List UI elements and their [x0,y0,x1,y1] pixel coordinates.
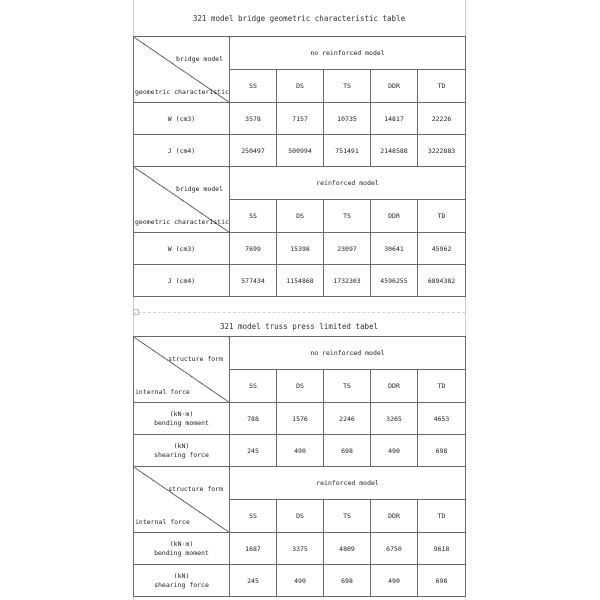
row-name: shearing force [154,450,209,459]
table-cell: 3578 [230,103,277,135]
table-cell: 7699 [230,233,277,265]
row-name: bending moment [154,548,209,557]
table-cell: 751491 [324,135,371,167]
row-name: shearing force [154,580,209,589]
diag-label-top: structure form [168,485,223,493]
table-cell: 2246 [324,403,371,435]
table-cell: 490 [371,565,418,597]
table-cell: 10735 [324,103,371,135]
row-label [134,565,230,597]
row-label [134,435,230,467]
diag-label-bottom: internal force [135,518,190,526]
table-row [134,337,466,370]
table-cell: 4653 [418,403,466,435]
table-cell: 500994 [277,135,324,167]
column-header: DDR [371,70,418,103]
column-header: DS [277,370,324,403]
diag-label-top: bridge model [176,55,223,63]
column-header: TS [324,500,371,533]
table-cell: 490 [371,435,418,467]
column-header: DS [277,500,324,533]
table-cell: 490 [277,565,324,597]
table-row [134,233,466,265]
column-header: SS [230,370,277,403]
table-cell: 698 [324,435,371,467]
section-header: reinforced model [230,467,466,500]
truss-table [133,336,466,597]
section-header: no reinforced model [230,337,466,370]
geometric-table [133,36,466,297]
table-cell: 490 [277,435,324,467]
table-cell: 3222883 [418,135,466,167]
table-cell: 6894382 [418,265,466,297]
diagonal-header-cell [134,467,230,533]
table-cell: 2148588 [371,135,418,167]
table-cell: 30641 [371,233,418,265]
row-label [134,403,230,435]
diag-label-top: bridge model [176,185,223,193]
column-header: TD [418,200,466,233]
cell-marker [133,309,139,315]
table-cell: 22226 [418,103,466,135]
diag-label-bottom: geometric characteristic [135,218,229,226]
column-header: SS [230,500,277,533]
section-header: reinforced model [230,167,466,200]
table-cell: 1576 [277,403,324,435]
row-unit: (kN) [173,441,190,450]
table-row [134,435,466,467]
section-header: no reinforced model [230,37,466,70]
column-header: TS [324,200,371,233]
table-cell: 698 [418,565,466,597]
diagonal-header-cell [134,337,230,403]
column-header: DDR [371,500,418,533]
row-unit: (kN·m) [169,539,194,548]
table-cell: 7157 [277,103,324,135]
column-header: SS [230,200,277,233]
diag-label-top: structure form [168,355,223,363]
table-cell: 6750 [371,533,418,565]
column-header: DS [277,70,324,103]
table-row [134,103,466,135]
table-cell: 698 [324,565,371,597]
column-header: DDR [371,200,418,233]
table-row [134,467,466,500]
table-cell: 698 [418,435,466,467]
column-header: TD [418,70,466,103]
table-cell: 1154868 [277,265,324,297]
row-label: W (cm3) [134,233,230,265]
diagonal-header-cell [134,37,230,103]
column-header: TS [324,370,371,403]
row-unit: (kN·m) [169,409,194,418]
column-header: TD [418,370,466,403]
column-header: DS [277,200,324,233]
table-row [134,533,466,565]
table-cell: 1732303 [324,265,371,297]
table-cell: 3265 [371,403,418,435]
table-cell: 1687 [230,533,277,565]
row-unit: (kN) [173,571,190,580]
table-cell: 250497 [230,135,277,167]
truss-table-title: 321 model truss press limited tabel [219,322,379,331]
table-row [134,265,466,297]
table-cell: 4809 [324,533,371,565]
column-header: TD [418,500,466,533]
column-header: TS [324,70,371,103]
table-cell: 3375 [277,533,324,565]
column-header: SS [230,70,277,103]
table-cell: 15398 [277,233,324,265]
table-row [134,135,466,167]
column-header: DDR [371,370,418,403]
table-cell: 45962 [418,233,466,265]
row-label [134,533,230,565]
table-cell: 245 [230,435,277,467]
table-cell: 4596255 [371,265,418,297]
table-cell: 14817 [371,103,418,135]
table-cell: 245 [230,565,277,597]
table-cell: 788 [230,403,277,435]
diag-label-bottom: internal force [135,388,190,396]
geometric-table-title: 321 model bridge geometric characteristic table [192,14,406,23]
table-row [134,403,466,435]
row-label: J (cm4) [134,135,230,167]
diagonal-header-cell [134,167,230,233]
table-cell: 9618 [418,533,466,565]
row-label: J (cm4) [134,265,230,297]
table-row [134,565,466,597]
table-cell: 577434 [230,265,277,297]
table-cell: 23097 [324,233,371,265]
table-row [134,167,466,200]
diag-label-bottom: geometric characteristic [135,88,229,96]
row-name: bending moment [154,418,209,427]
table-row [134,37,466,70]
row-label: W (cm3) [134,103,230,135]
table-divider [133,312,465,313]
